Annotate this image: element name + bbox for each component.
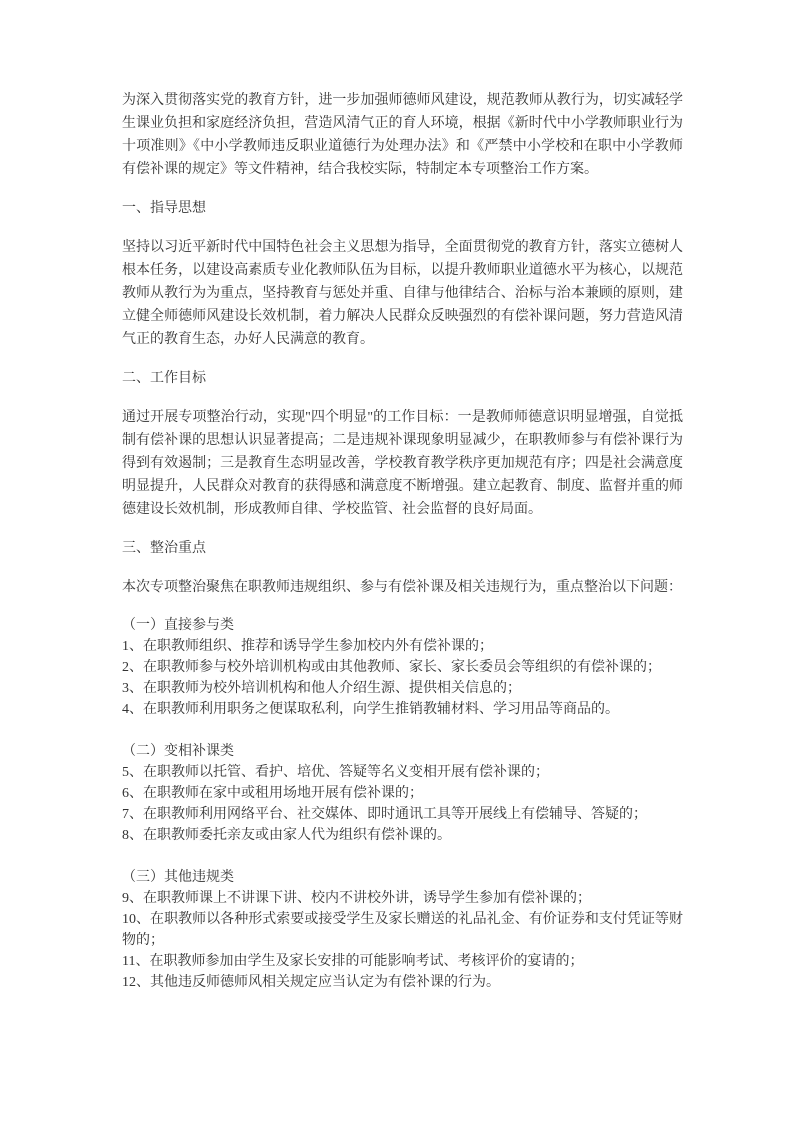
list-item: 4、在职教师利用职务之便谋取私利，向学生推销教辅材料、学习用品等商品的。: [122, 702, 619, 717]
list-item: 3、在职教师为校外培训机构和他人介绍生源、提供相关信息的；: [122, 681, 521, 696]
section-1-paragraph: 坚持以习近平新时代中国特色社会主义思想为指导，全面贯彻党的教育方针，落实立德树人根本任务，以建设高素质专业化教师队伍为目标，以提升教师职业道德水平为核心，以规范教师从教行为为重点，坚持教育与惩处并重、自律与他律结合、治标与治本兼顾的原则，建立健全师德师风建设长效机制，着力解决人民群众反映强烈的有偿补课问题，努力营造风清气正的教育生态，办好人民满意的教育。: [122, 240, 683, 347]
group-3-title: （三）其他违规类: [122, 870, 234, 885]
list-item: 8、在职教师委托亲友或由家人代为组织有偿补课的。: [122, 828, 451, 843]
list-item: 10、在职教师以各种形式索要或接受学生及家长赠送的礼品礼金、有价证券和支付凭证等财物的；: [122, 912, 683, 948]
section-2-heading: 二、工作目标: [122, 371, 206, 386]
document-body: [122, 89, 683, 993]
violation-group-direct: [122, 615, 683, 720]
intro-paragraph: 为深入贯彻落实党的教育方针，进一步加强师德师风建设，规范教师从教行为，切实减轻学生课业负担和家庭经济负担，营造风清气正的育人环境，根据《新时代中小学教师职业行为十项准则》《中小学教师违反职业道德行为处理办法》和《严禁中小学校和在职中小学教师有偿补课的规定》等文件精神，结合我校实际，特制定本专项整治工作方案。: [122, 93, 683, 177]
section-3-paragraph: 本次专项整治聚焦在职教师违规组织、参与有偿补课及相关违规行为，重点整治以下问题：: [122, 580, 682, 595]
list-item: 6、在职教师在家中或租用场地开展有偿补课的；: [122, 786, 423, 801]
list-item: 7、在职教师利用网络平台、社交媒体、即时通讯工具等开展线上有偿辅导、答疑的；: [122, 807, 647, 822]
list-item: 1、在职教师组织、推荐和诱导学生参加校内外有偿补课的；: [122, 639, 493, 654]
group-1-title: （一）直接参与类: [122, 618, 234, 633]
list-item: 12、其他违反师德师风相关规定应当认定为有偿补课的行为。: [122, 975, 500, 990]
list-item: 9、在职教师课上不讲课下讲、校内不讲校外讲，诱导学生参加有偿补课的；: [122, 891, 591, 906]
section-3-heading: 三、整治重点: [122, 541, 206, 556]
list-item: 5、在职教师以托管、看护、培优、答疑等名义变相开展有偿补课的；: [122, 765, 549, 780]
list-item: 11、在职教师参加由学生及家长安排的可能影响考试、考核评价的宴请的；: [122, 954, 584, 969]
section-2-paragraph: 通过开展专项整治行动，实现"四个明显"的工作目标：一是教师师德意识明显增强，自觉抵制有偿补课的思想认识显著提高；二是违规补课现象明显减少，在职教师参与有偿补课行为得到有效遏制；三是教育生态明显改善，学校教育教学秩序更加规范有序；四是社会满意度明显提升，人民群众对教育的获得感和满意度不断增强。建立起教育、制度、监督并重的师德建设长效机制，形成教师自律、学校监管、社会监督的良好局面。: [122, 410, 683, 517]
violation-group-disguised: [122, 741, 683, 846]
section-1-heading: 一、指导思想: [122, 201, 206, 216]
group-2-title: （二）变相补课类: [122, 744, 234, 759]
violation-group-other: [122, 867, 683, 993]
list-item: 2、在职教师参与校外培训机构或由其他教师、家长、家长委员会等组织的有偿补课的；: [122, 660, 661, 675]
